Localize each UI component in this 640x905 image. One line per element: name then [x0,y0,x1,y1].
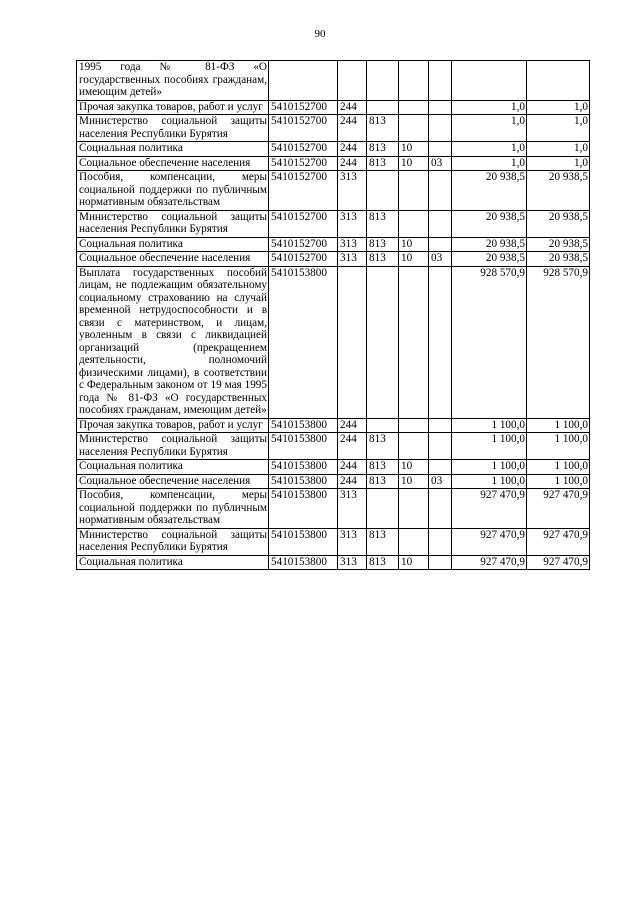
row-name-cell: Прочая закупка товаров, работ и услуг [77,418,269,433]
table-row [77,418,590,433]
amount-2-cell: 1 100,0 [527,418,590,433]
amount-2-cell: 1,0 [527,115,590,142]
amount-1-cell: 927 470,9 [452,528,527,555]
section-cell [399,266,429,418]
subsection-cell [429,61,452,101]
amount-2-cell: 20 938,5 [527,171,590,211]
row-name-cell: Социальная политика [77,142,269,157]
row-name-cell: Социальная политика [77,555,269,570]
table-row [77,171,590,211]
amount-1-cell: 1,0 [452,142,527,157]
table-row [77,433,590,460]
target-article-cell: 5410153800 [269,528,338,555]
row-name-cell: Выплата государственных пособий лицам, не подлежащим обязательному социальному страхованию на случай временной нетрудоспособности и в связи с материнством, и лицам, уволенным в связи с ликвидацией организаций (прекращением деятельности, полномочий физическими лицами), в соответствии с Федеральным законом от 19 мая 1995 года № 81-ФЗ «О государственных пособиях гражданам, имеющим детей» [77,266,269,418]
subsection-cell [429,418,452,433]
amount-2-cell [527,61,590,101]
expense-type-cell: 244 [338,156,367,171]
amount-1-cell: 1 100,0 [452,460,527,475]
section-cell: 10 [399,555,429,570]
section-cell: 10 [399,156,429,171]
section-cell: 10 [399,142,429,157]
amount-2-cell: 1 100,0 [527,460,590,475]
amount-2-cell: 1 100,0 [527,433,590,460]
expense-type-cell: 313 [338,489,367,529]
target-article-cell: 5410152700 [269,252,338,267]
section-cell: 10 [399,474,429,489]
amount-2-cell: 928 570,9 [527,266,590,418]
table-row [77,61,590,101]
expense-type-cell: 244 [338,460,367,475]
target-article-cell: 5410153800 [269,555,338,570]
amount-1-cell: 1 100,0 [452,474,527,489]
ministry-code-cell: 813 [367,210,399,237]
subsection-cell [429,528,452,555]
row-name-cell: Министерство социальной защиты населения Республики Бурятия [77,433,269,460]
amount-2-cell: 1 100,0 [527,474,590,489]
subsection-cell [429,100,452,115]
target-article-cell: 5410153800 [269,266,338,418]
section-cell [399,418,429,433]
target-article-cell: 5410152700 [269,210,338,237]
subsection-cell [429,237,452,252]
ministry-code-cell: 813 [367,115,399,142]
target-article-cell: 5410152700 [269,142,338,157]
amount-1-cell: 20 938,5 [452,237,527,252]
subsection-cell [429,210,452,237]
amount-2-cell: 1,0 [527,142,590,157]
section-cell: 10 [399,252,429,267]
amount-1-cell: 928 570,9 [452,266,527,418]
row-name-cell: Прочая закупка товаров, работ и услуг [77,100,269,115]
amount-1-cell: 20 938,5 [452,171,527,211]
ministry-code-cell [367,266,399,418]
section-cell [399,115,429,142]
amount-2-cell: 20 938,5 [527,252,590,267]
row-name-cell: Социальная политика [77,237,269,252]
subsection-cell [429,433,452,460]
amount-1-cell: 1,0 [452,115,527,142]
row-name-cell: Социальное обеспечение населения [77,156,269,171]
ministry-code-cell [367,100,399,115]
amount-1-cell: 1,0 [452,156,527,171]
subsection-cell: 03 [429,474,452,489]
expense-type-cell: 244 [338,115,367,142]
subsection-cell [429,171,452,211]
expense-type-cell: 244 [338,142,367,157]
ministry-code-cell: 813 [367,474,399,489]
amount-1-cell: 1 100,0 [452,418,527,433]
ministry-code-cell [367,489,399,529]
target-article-cell: 5410153800 [269,489,338,529]
target-article-cell: 5410153800 [269,418,338,433]
ministry-code-cell: 813 [367,555,399,570]
target-article-cell: 5410153800 [269,433,338,460]
row-name-cell: Пособия, компенсации, меры социальной поддержки по публичным нормативным обязательствам [77,171,269,211]
target-article-cell: 5410152700 [269,115,338,142]
ministry-code-cell [367,61,399,101]
section-cell [399,489,429,529]
amount-2-cell: 1,0 [527,156,590,171]
ministry-code-cell [367,418,399,433]
section-cell [399,100,429,115]
expense-type-cell: 244 [338,100,367,115]
amount-1-cell: 20 938,5 [452,252,527,267]
target-article-cell: 5410153800 [269,460,338,475]
subsection-cell [429,266,452,418]
subsection-cell: 03 [429,252,452,267]
table-row [77,252,590,267]
table-row [77,156,590,171]
target-article-cell [269,61,338,101]
amount-1-cell: 1 100,0 [452,433,527,460]
ministry-code-cell [367,171,399,211]
expense-type-cell: 313 [338,237,367,252]
expense-type-cell: 313 [338,555,367,570]
amount-2-cell: 1,0 [527,100,590,115]
amount-1-cell: 1,0 [452,100,527,115]
section-cell: 10 [399,460,429,475]
ministry-code-cell: 813 [367,252,399,267]
table-row [77,115,590,142]
expense-type-cell: 313 [338,528,367,555]
table-row [77,100,590,115]
subsection-cell: 03 [429,156,452,171]
amount-1-cell: 927 470,9 [452,555,527,570]
expense-type-cell [338,61,367,101]
amount-2-cell: 927 470,9 [527,528,590,555]
target-article-cell: 5410152700 [269,237,338,252]
expense-type-cell: 244 [338,433,367,460]
subsection-cell [429,115,452,142]
row-name-cell: Социальное обеспечение населения [77,474,269,489]
row-name-cell: 1995 года № 81-ФЗ «О государственных пособиях гражданам, имеющим детей» [77,61,269,101]
amount-2-cell: 927 470,9 [527,489,590,529]
expense-type-cell: 313 [338,210,367,237]
table-row [77,489,590,529]
row-name-cell: Социальное обеспечение населения [77,252,269,267]
table-row [77,142,590,157]
table-row [77,210,590,237]
table-row [77,474,590,489]
target-article-cell: 5410152700 [269,100,338,115]
budget-table [76,60,590,570]
section-cell [399,171,429,211]
subsection-cell [429,489,452,529]
expense-type-cell: 313 [338,171,367,211]
ministry-code-cell: 813 [367,433,399,460]
expense-type-cell: 313 [338,252,367,267]
amount-2-cell: 20 938,5 [527,237,590,252]
table-row [77,460,590,475]
amount-1-cell [452,61,527,101]
table-row [77,237,590,252]
target-article-cell: 5410153800 [269,474,338,489]
target-article-cell: 5410152700 [269,171,338,211]
ministry-code-cell: 813 [367,237,399,252]
table-row [77,528,590,555]
row-name-cell: Социальная политика [77,460,269,475]
expense-type-cell: 244 [338,418,367,433]
row-name-cell: Пособия, компенсации, меры социальной поддержки по публичным нормативным обязательствам [77,489,269,529]
ministry-code-cell: 813 [367,528,399,555]
subsection-cell [429,460,452,475]
subsection-cell [429,142,452,157]
ministry-code-cell: 813 [367,142,399,157]
section-cell: 10 [399,237,429,252]
amount-2-cell: 927 470,9 [527,555,590,570]
amount-2-cell: 20 938,5 [527,210,590,237]
row-name-cell: Министерство социальной защиты населения Республики Бурятия [77,115,269,142]
table-row [77,266,590,418]
target-article-cell: 5410152700 [269,156,338,171]
subsection-cell [429,555,452,570]
section-cell [399,433,429,460]
ministry-code-cell: 813 [367,156,399,171]
row-name-cell: Министерство социальной защиты населения Республики Бурятия [77,210,269,237]
row-name-cell: Министерство социальной защиты населения Республики Бурятия [77,528,269,555]
section-cell [399,528,429,555]
table-body [77,61,590,570]
section-cell [399,210,429,237]
table-row [77,555,590,570]
ministry-code-cell: 813 [367,460,399,475]
amount-1-cell: 927 470,9 [452,489,527,529]
section-cell [399,61,429,101]
amount-1-cell: 20 938,5 [452,210,527,237]
expense-type-cell: 244 [338,474,367,489]
page-number: 90 [314,28,326,40]
expense-type-cell [338,266,367,418]
